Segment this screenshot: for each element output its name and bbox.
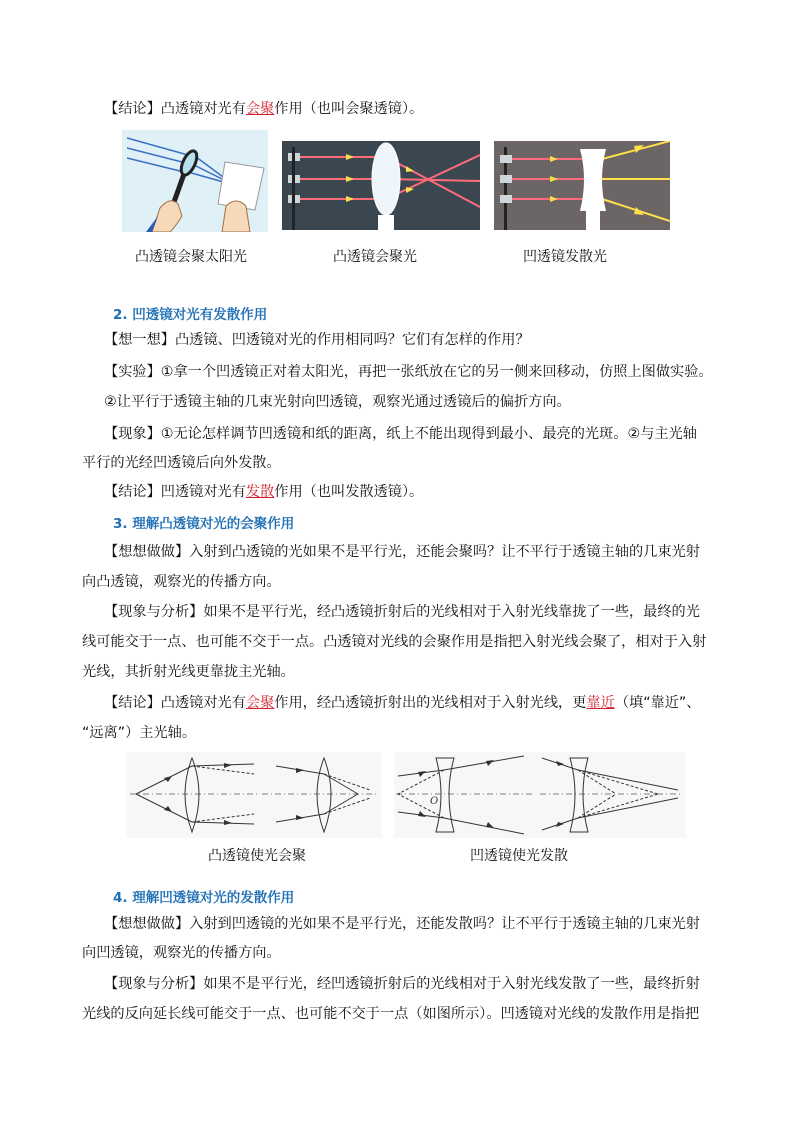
conclusion-text-tail: （填“靠近”、 (614, 695, 701, 711)
figure-concave-ray-diagram (394, 752, 686, 838)
paragraph-analysis-concave: 【现象与分析】如果不是平行光，经凹透镜折射后的光线相对于入射光线发散了一些，最终折射 (104, 976, 700, 992)
figure-concave-lens-experiment (494, 141, 670, 230)
conclusion-text: 【结论】凸透镜对光有 (104, 101, 246, 117)
conclusion-convex (104, 99, 754, 119)
figure-convex-ray-diagram (126, 752, 382, 838)
paragraph-try-concave-cont: 向凹透镜，观察光的传播方向。 (82, 945, 281, 961)
caption-convex-ray: 凸透镜使光会聚 (208, 848, 306, 864)
conclusion-convex-2-cont: “远离”）主光轴。 (82, 725, 197, 741)
conclusion-text: 【结论】凸透镜对光有 (104, 695, 246, 711)
caption-concave-ray: 凹透镜使光发散 (470, 848, 568, 864)
paragraph-try-concave: 【想想做做】入射到凹透镜的光如果不是平行光，还能发散吗？让不平行于透镜主轴的几束光射 (104, 916, 700, 932)
figure-magnifier-sunlight (122, 130, 268, 232)
paragraph-think: 【想一想】凸透镜、凹透镜对光的作用相同吗？它们有怎样的作用？ (104, 332, 530, 348)
section-heading-2: 2. 凹透镜对光有发散作用 (113, 307, 268, 323)
conclusion-text-tail: 作用（也叫发散透镜）。 (274, 484, 424, 500)
conclusion-convex-2 (104, 693, 754, 713)
conclusion-text-mid: 作用，经凸透镜折射出的光线相对于入射光线，更 (274, 695, 587, 711)
answer-converge-2: 会聚 (245, 695, 275, 711)
paragraph-try-convex: 【想想做做】入射到凸透镜的光如果不是平行光，还能会聚吗？让不平行于透镜主轴的几束光射 (104, 544, 700, 560)
paragraph-try-convex-cont: 向凸透镜，观察光的传播方向。 (82, 574, 281, 590)
paragraph-analysis-convex: 【现象与分析】如果不是平行光，经凸透镜折射后的光线相对于入射光线靠拢了一些，最终的光 (104, 604, 700, 620)
conclusion-concave (104, 482, 754, 502)
answer-converge: 会聚 (245, 101, 275, 117)
lens-center-label: O (430, 796, 439, 807)
paragraph-phenomenon: 【现象】①无论怎样调节凹透镜和纸的距离，纸上不能出现得到最小、最亮的光斑。②与主光轴 (104, 426, 697, 442)
answer-diverge: 发散 (245, 484, 275, 500)
section-heading-3: 3. 理解凸透镜对光的会聚作用 (113, 516, 295, 532)
caption-convex-converge: 凸透镜会聚光 (333, 249, 417, 265)
caption-convex-sunlight: 凸透镜会聚太阳光 (135, 249, 247, 265)
paragraph-analysis-convex-2: 线可能交于一点、也可能不交于一点。凸透镜对光线的会聚作用是指把入射光线会聚了，相对于入射 (82, 634, 707, 650)
paragraph-experiment: 【实验】①拿一个凹透镜正对着太阳光，再把一张纸放在它的另一侧来回移动，仿照上图做实验。 (104, 364, 713, 380)
figure-convex-lens-experiment (282, 141, 480, 230)
paragraph-experiment-2: ②让平行于透镜主轴的几束光射向凹透镜，观察光通过透镜后的偏折方向。 (104, 394, 571, 410)
conclusion-text: 【结论】凹透镜对光有 (104, 484, 246, 500)
conclusion-text-tail: 作用（也叫会聚透镜）。 (274, 101, 424, 117)
answer-closer: 靠近 (586, 695, 615, 711)
paragraph-analysis-convex-3: 光线，其折射光线更靠拢主光轴。 (82, 664, 295, 680)
paragraph-analysis-concave-2: 光线的反向延长线可能交于一点、也可能不交于一点（如图所示）。凹透镜对光线的发散作用是指把 (82, 1006, 700, 1022)
paragraph-phenomenon-cont: 平行的光经凹透镜后向外发散。 (82, 455, 281, 471)
section-heading-4: 4. 理解凹透镜对光的发散作用 (113, 890, 295, 906)
caption-concave-diverge: 凹透镜发散光 (523, 249, 607, 265)
